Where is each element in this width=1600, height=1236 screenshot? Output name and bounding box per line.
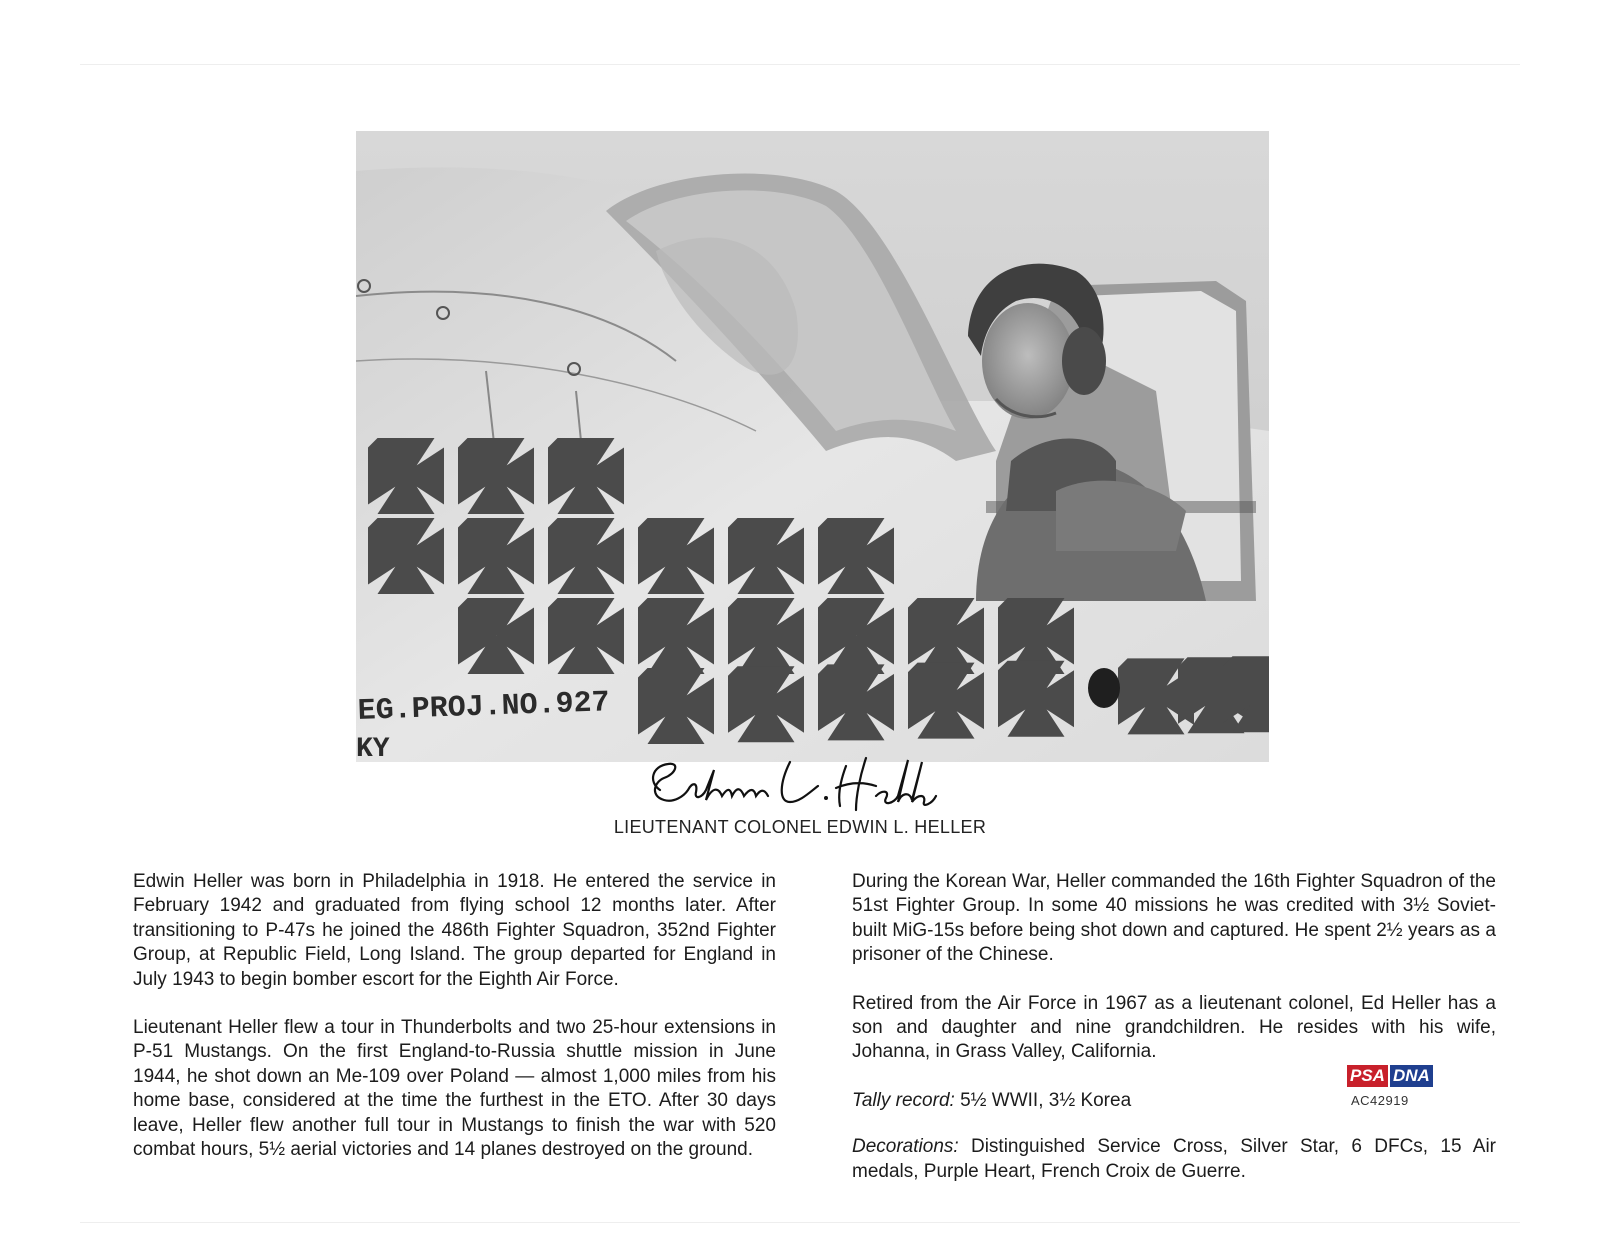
certificate-number: AC42919 <box>1351 1093 1409 1108</box>
psa-logo-right: DNA <box>1390 1065 1433 1087</box>
pilot-cockpit-photo <box>356 131 1269 762</box>
left-text-column <box>133 870 776 1186</box>
bio-paragraph-2: Lieutenant Heller flew a tour in Thunderbolts and two 25-hour extensions in P-51 Mustangs. On the first England-to-Russia shuttle mission in June 1944, he shot down an Me-109 over Poland — almost 1,000 miles from his home base, considered at the time the furthest in the ETO. After 30 days leave, Heller flew another full tour in Mustangs to finish the war with 520 combat hours, 5½ aerial victories and 14 planes destroyed on the ground. <box>133 1017 776 1161</box>
psa-dna-logo <box>1347 1065 1447 1087</box>
bio-paragraph-1: Edwin Heller was born in Philadelphia in 1918. He entered the service in February 1942 and graduated from flying school 12 months later. After transitioning to P-47s he joined the 486th Fighter Squadron, 352nd Fighter Group, at Republic Field, Long Island. The group departed for England in July 1943 to begin bomber escort for the Eighth Air Force. <box>133 871 776 990</box>
top-divider <box>80 64 1520 65</box>
decorations-value: Distinguished Service Cross, Silver Star, 6 DFCs, 15 Air medals, Purple Heart, French Croix de Guerre. <box>852 1136 1496 1182</box>
authentication-sticker <box>1347 1065 1447 1120</box>
photo-stencil-line1: EG.PROJ.NO.927 <box>357 686 611 729</box>
photo-stencil-line2: KY <box>356 734 390 762</box>
decorations <box>852 1135 1496 1184</box>
right-text-column <box>852 870 1496 1208</box>
tally-value: 5½ WWII, 3½ Korea <box>960 1089 1132 1111</box>
photo-caption: LIEUTENANT COLONEL EDWIN L. HELLER <box>613 817 987 837</box>
korea-paragraph: During the Korean War, Heller commanded the 16th Fighter Squadron of the 51st Fighter Group. In some 40 missions he was credited with 3½ Soviet-built MiG-15s before being shot down and captured. He spent 2½ years as a prisoner of the Chinese. <box>852 871 1496 966</box>
handwritten-signature <box>640 752 940 822</box>
tally-label: Tally record: <box>852 1089 955 1111</box>
psa-logo-left: PSA <box>1347 1065 1388 1087</box>
decorations-label: Decorations: <box>852 1136 959 1158</box>
bottom-divider <box>80 1222 1520 1223</box>
retirement-paragraph: Retired from the Air Force in 1967 as a lieutenant colonel, Ed Heller has a son and daughter and nine grandchildren. He resides with his wife, Johanna, in Grass Valley, California. <box>852 992 1496 1063</box>
